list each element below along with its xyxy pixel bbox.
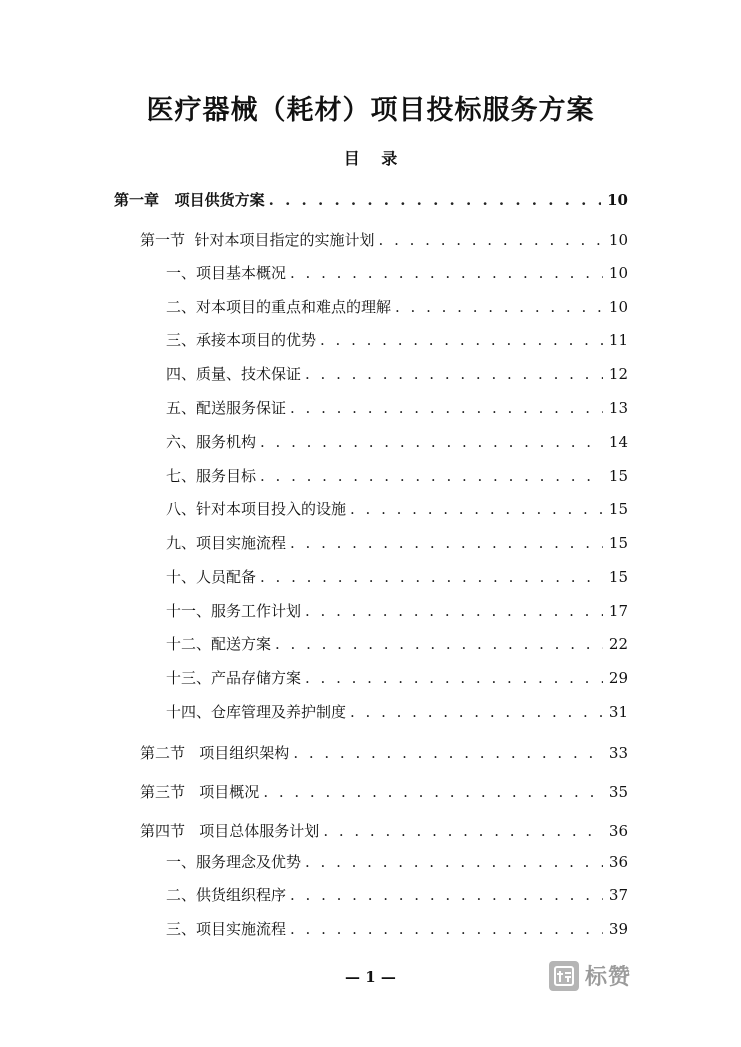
toc-leader-dots bbox=[293, 743, 603, 763]
toc-entry-label: 一、服务理念及优势 bbox=[166, 853, 302, 871]
toc-leader-dots bbox=[323, 821, 603, 841]
toc-entry-page: 11 bbox=[608, 331, 628, 349]
toc-entry-item[interactable] bbox=[166, 358, 628, 384]
toc-entry-page: 22 bbox=[608, 635, 628, 653]
toc-entry-item[interactable] bbox=[166, 257, 628, 283]
toc-entry-item[interactable] bbox=[166, 846, 628, 872]
toc-entry-label: 十、人员配备 bbox=[166, 568, 257, 586]
toc-entry-label: 十四、仓库管理及养护制度 bbox=[166, 703, 347, 721]
toc-entry-page: 39 bbox=[608, 920, 628, 938]
toc-leader-dots bbox=[379, 230, 603, 250]
toc-leader-dots bbox=[275, 634, 603, 654]
toc-entry-section-3[interactable] bbox=[140, 776, 628, 802]
toc-entry-label: 三、项目实施流程 bbox=[166, 920, 287, 938]
toc-entry-label: 二、对本项目的重点和难点的理解 bbox=[166, 298, 392, 316]
toc-entry-page: 10 bbox=[608, 264, 628, 282]
toc-entry-page: 31 bbox=[608, 703, 628, 721]
toc-leader-dots bbox=[290, 919, 603, 939]
toc-leader-dots bbox=[260, 567, 603, 587]
biaozan-logo-icon bbox=[549, 961, 579, 991]
toc-heading: 目 录 bbox=[343, 149, 406, 168]
toc-entry-page: 17 bbox=[608, 602, 628, 620]
toc-entry-label: 六、服务机构 bbox=[166, 433, 257, 451]
toc-entry-page: 29 bbox=[608, 669, 628, 687]
toc-leader-dots bbox=[290, 885, 603, 905]
toc-entry-label: 四、质量、技术保证 bbox=[166, 365, 302, 383]
toc-entry-page: 15 bbox=[608, 534, 628, 552]
toc-entry-page: 33 bbox=[608, 744, 628, 762]
toc-entry-section-4[interactable] bbox=[140, 815, 628, 841]
toc-entry-label: 五、配送服务保证 bbox=[166, 399, 287, 417]
toc-entry-label: 二、供货组织程序 bbox=[166, 886, 287, 904]
toc-entry-item[interactable] bbox=[166, 460, 628, 486]
toc-entry-chapter-1[interactable] bbox=[114, 184, 628, 210]
toc-entry-label: 三、承接本项目的优势 bbox=[166, 331, 317, 349]
toc-entry-page: 10 bbox=[608, 298, 628, 316]
toc-entry-item[interactable] bbox=[166, 426, 628, 452]
toc-leader-dots bbox=[305, 668, 603, 688]
toc-entry-label: 第四节 项目总体服务计划 bbox=[140, 822, 320, 840]
watermark-brand: 标赞 bbox=[585, 965, 632, 990]
toc-leader-dots bbox=[290, 263, 603, 283]
toc-entry-page: 10 bbox=[608, 231, 628, 249]
toc-entry-label: 第三节 项目概况 bbox=[140, 783, 260, 801]
toc-entry-item[interactable] bbox=[166, 913, 628, 939]
toc-entry-item[interactable] bbox=[166, 324, 628, 350]
toc-entry-page: 12 bbox=[608, 365, 628, 383]
toc-leader-dots bbox=[350, 702, 603, 722]
toc-entry-section-2[interactable] bbox=[140, 737, 628, 763]
toc-entry-item[interactable] bbox=[166, 628, 628, 654]
toc-leader-dots bbox=[350, 499, 603, 519]
toc-entry-label: 第二节 项目组织架构 bbox=[140, 744, 290, 762]
toc-leader-dots bbox=[269, 190, 601, 210]
toc-entry-label: 八、针对本项目投入的设施 bbox=[166, 500, 347, 518]
toc-entry-section-1[interactable] bbox=[140, 224, 628, 250]
toc-entry-label: 十三、产品存储方案 bbox=[166, 669, 302, 687]
toc-entry-label: 一、项目基本概况 bbox=[166, 264, 287, 282]
toc-entry-page: 14 bbox=[608, 433, 628, 451]
toc-entry-item[interactable] bbox=[166, 662, 628, 688]
toc-entry-label: 第一节 针对本项目指定的实施计划 bbox=[140, 231, 375, 249]
toc-entry-item[interactable] bbox=[166, 561, 628, 587]
page-number: — 1 — bbox=[345, 968, 396, 986]
toc-entry-label: 十一、服务工作计划 bbox=[166, 602, 302, 620]
toc-entry-page: 35 bbox=[608, 783, 628, 801]
toc-entry-page: 10 bbox=[607, 191, 628, 209]
toc-entry-page: 36 bbox=[608, 822, 628, 840]
toc-entry-item[interactable] bbox=[166, 595, 628, 621]
document-title: 医疗器械（耗材）项目投标服务方案 bbox=[146, 95, 595, 126]
toc-entry-item[interactable] bbox=[166, 291, 628, 317]
toc-entry-label: 九、项目实施流程 bbox=[166, 534, 287, 552]
toc-leader-dots bbox=[290, 398, 603, 418]
toc-entry-page: 37 bbox=[608, 886, 628, 904]
toc-leader-dots bbox=[320, 330, 603, 350]
toc-entry-item[interactable] bbox=[166, 527, 628, 553]
toc-entry-page: 13 bbox=[608, 399, 628, 417]
watermark bbox=[549, 960, 631, 991]
toc-leader-dots bbox=[395, 297, 603, 317]
toc-leader-dots bbox=[305, 601, 603, 621]
toc-entry-label: 第一章 项目供货方案 bbox=[114, 191, 265, 209]
toc-entry-page: 15 bbox=[608, 467, 628, 485]
toc-entry-page: 15 bbox=[608, 568, 628, 586]
toc-leader-dots bbox=[305, 852, 603, 872]
toc-entry-page: 15 bbox=[608, 500, 628, 518]
toc-entry-page: 36 bbox=[608, 853, 628, 871]
toc-entry-label: 七、服务目标 bbox=[166, 467, 257, 485]
toc-leader-dots bbox=[290, 533, 603, 553]
toc-leader-dots bbox=[263, 782, 603, 802]
toc-leader-dots bbox=[260, 432, 603, 452]
toc-entry-item[interactable] bbox=[166, 696, 628, 722]
toc-entry-label: 十二、配送方案 bbox=[166, 635, 272, 653]
toc-entry-item[interactable] bbox=[166, 879, 628, 905]
toc-leader-dots bbox=[305, 364, 603, 384]
toc-entry-item[interactable] bbox=[166, 392, 628, 418]
toc-leader-dots bbox=[260, 466, 603, 486]
toc-entry-item[interactable] bbox=[166, 493, 628, 519]
